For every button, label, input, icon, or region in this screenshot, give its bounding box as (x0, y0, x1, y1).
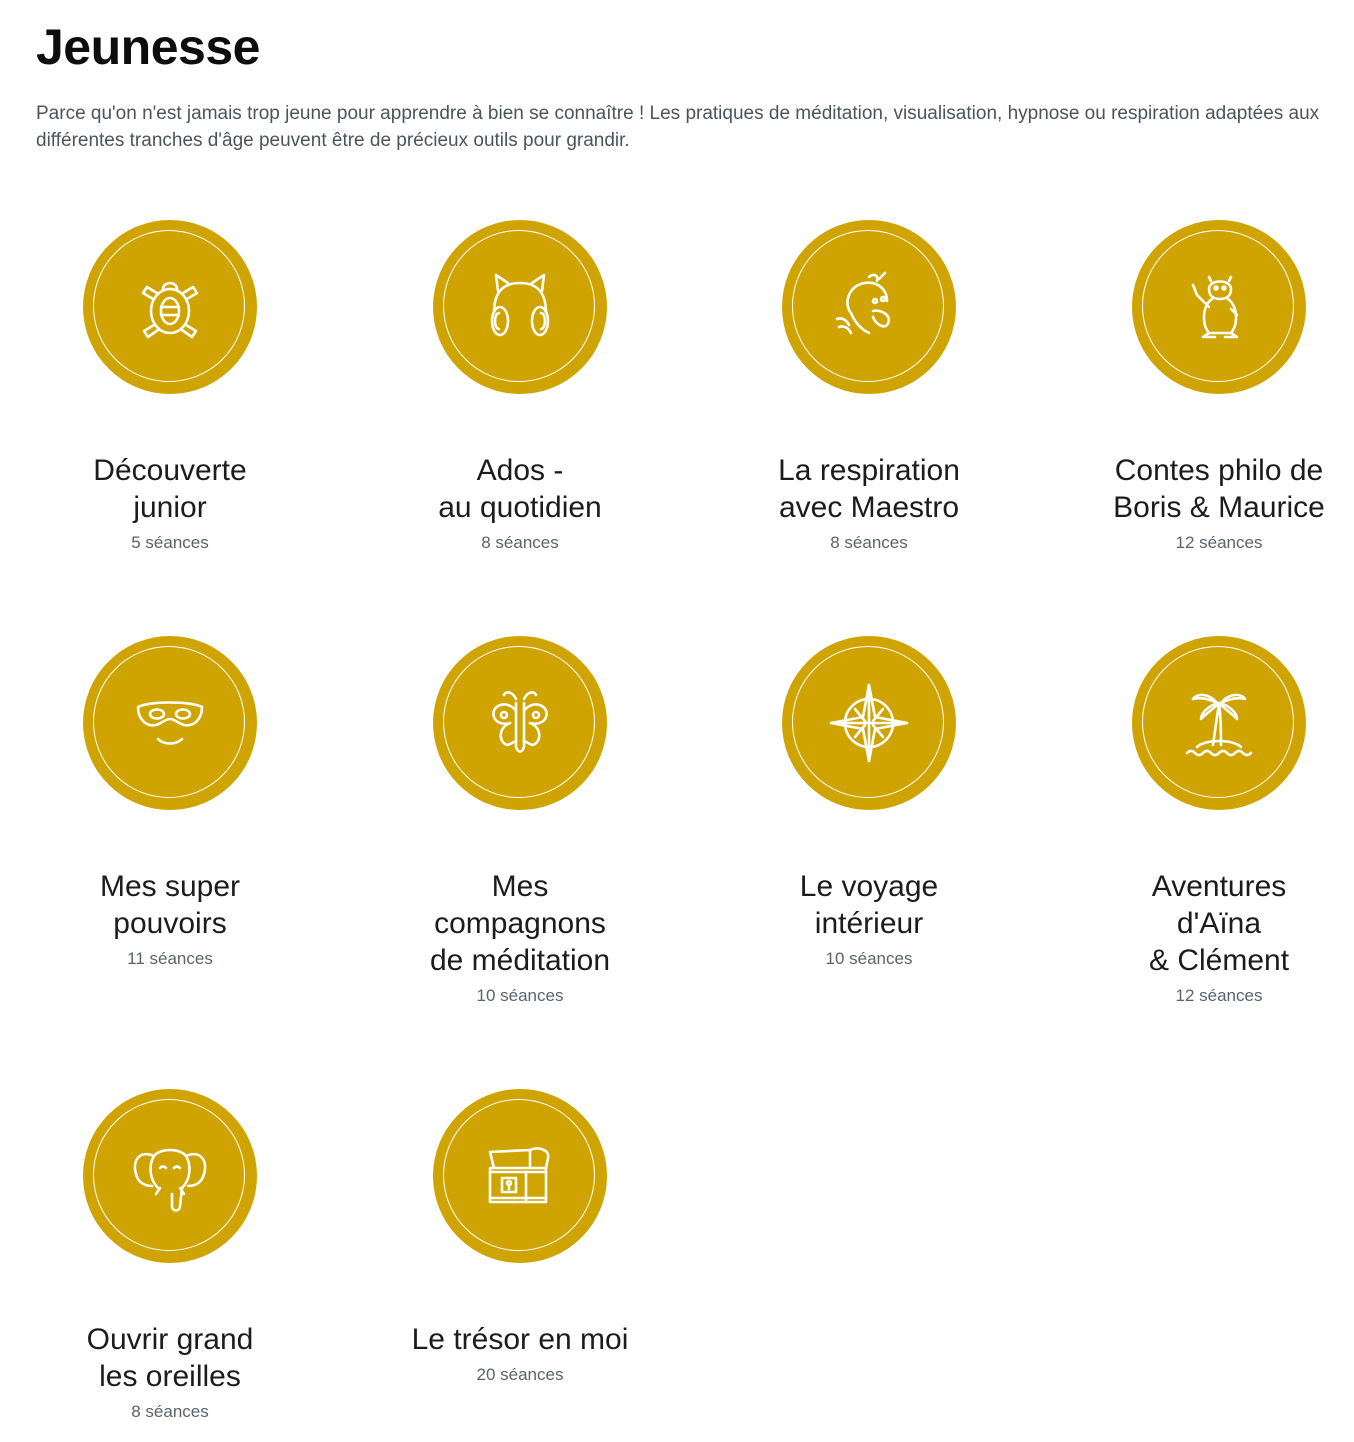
program-badge[interactable] (782, 220, 956, 394)
program-badge[interactable] (1132, 636, 1306, 810)
program-session-count: 12 séances (1175, 533, 1263, 552)
program-badge[interactable] (83, 220, 257, 394)
program-title: Contes philo de Boris & Maurice (1113, 454, 1325, 524)
turtle-icon (130, 267, 210, 347)
program-title: Mes compagnons de méditation (429, 870, 611, 977)
program-badge[interactable] (1132, 220, 1306, 394)
elephant-icon (130, 1136, 210, 1216)
maestro-character-icon (829, 267, 909, 347)
butterfly-icon (480, 683, 560, 763)
program-title: Aventures d'Aïna & Clément (1148, 870, 1290, 977)
headphones-icon (480, 267, 560, 347)
program-badge[interactable] (433, 636, 607, 810)
program-session-count: 20 séances (476, 1365, 564, 1384)
program-session-count: 8 séances (481, 533, 559, 552)
program-session-count: 12 séances (1175, 986, 1263, 1005)
program-session-count: 5 séances (131, 533, 209, 552)
program-session-count: 10 séances (476, 986, 564, 1005)
program-session-count: 8 séances (131, 1402, 209, 1421)
program-title: Le voyage intérieur (799, 870, 939, 940)
program-session-count: 8 séances (830, 533, 908, 552)
program-title: Ados - au quotidien (438, 454, 602, 524)
treasure-chest-icon (480, 1136, 560, 1216)
marmot-icon (1179, 267, 1259, 347)
palm-island-icon (1179, 683, 1259, 763)
compass-rose-icon (829, 683, 909, 763)
program-title: Ouvrir grand les oreilles (86, 1323, 254, 1393)
program-title: Le trésor en moi (411, 1323, 629, 1356)
page-title: Jeunesse (36, 19, 260, 75)
program-session-count: 10 séances (825, 949, 913, 968)
superhero-mask-icon (130, 683, 210, 763)
program-session-count: 11 séances (127, 949, 213, 968)
page-intro: Parce qu'on n'est jamais trop jeune pour apprendre à bien se connaître ! Les pratiques de méditation, visualisation, hypnose ou respiration adaptées aux différentes tranches d'âge peuvent être de précieux outils pour grandir. (36, 103, 1320, 151)
program-badge[interactable] (782, 636, 956, 810)
program-badge[interactable] (83, 1089, 257, 1263)
program-badge[interactable] (83, 636, 257, 810)
program-title: La respiration avec Maestro (778, 454, 960, 524)
program-title: Mes super pouvoirs (99, 870, 241, 940)
program-badge[interactable] (433, 220, 607, 394)
program-badge[interactable] (433, 1089, 607, 1263)
program-title: Découverte junior (93, 454, 247, 524)
